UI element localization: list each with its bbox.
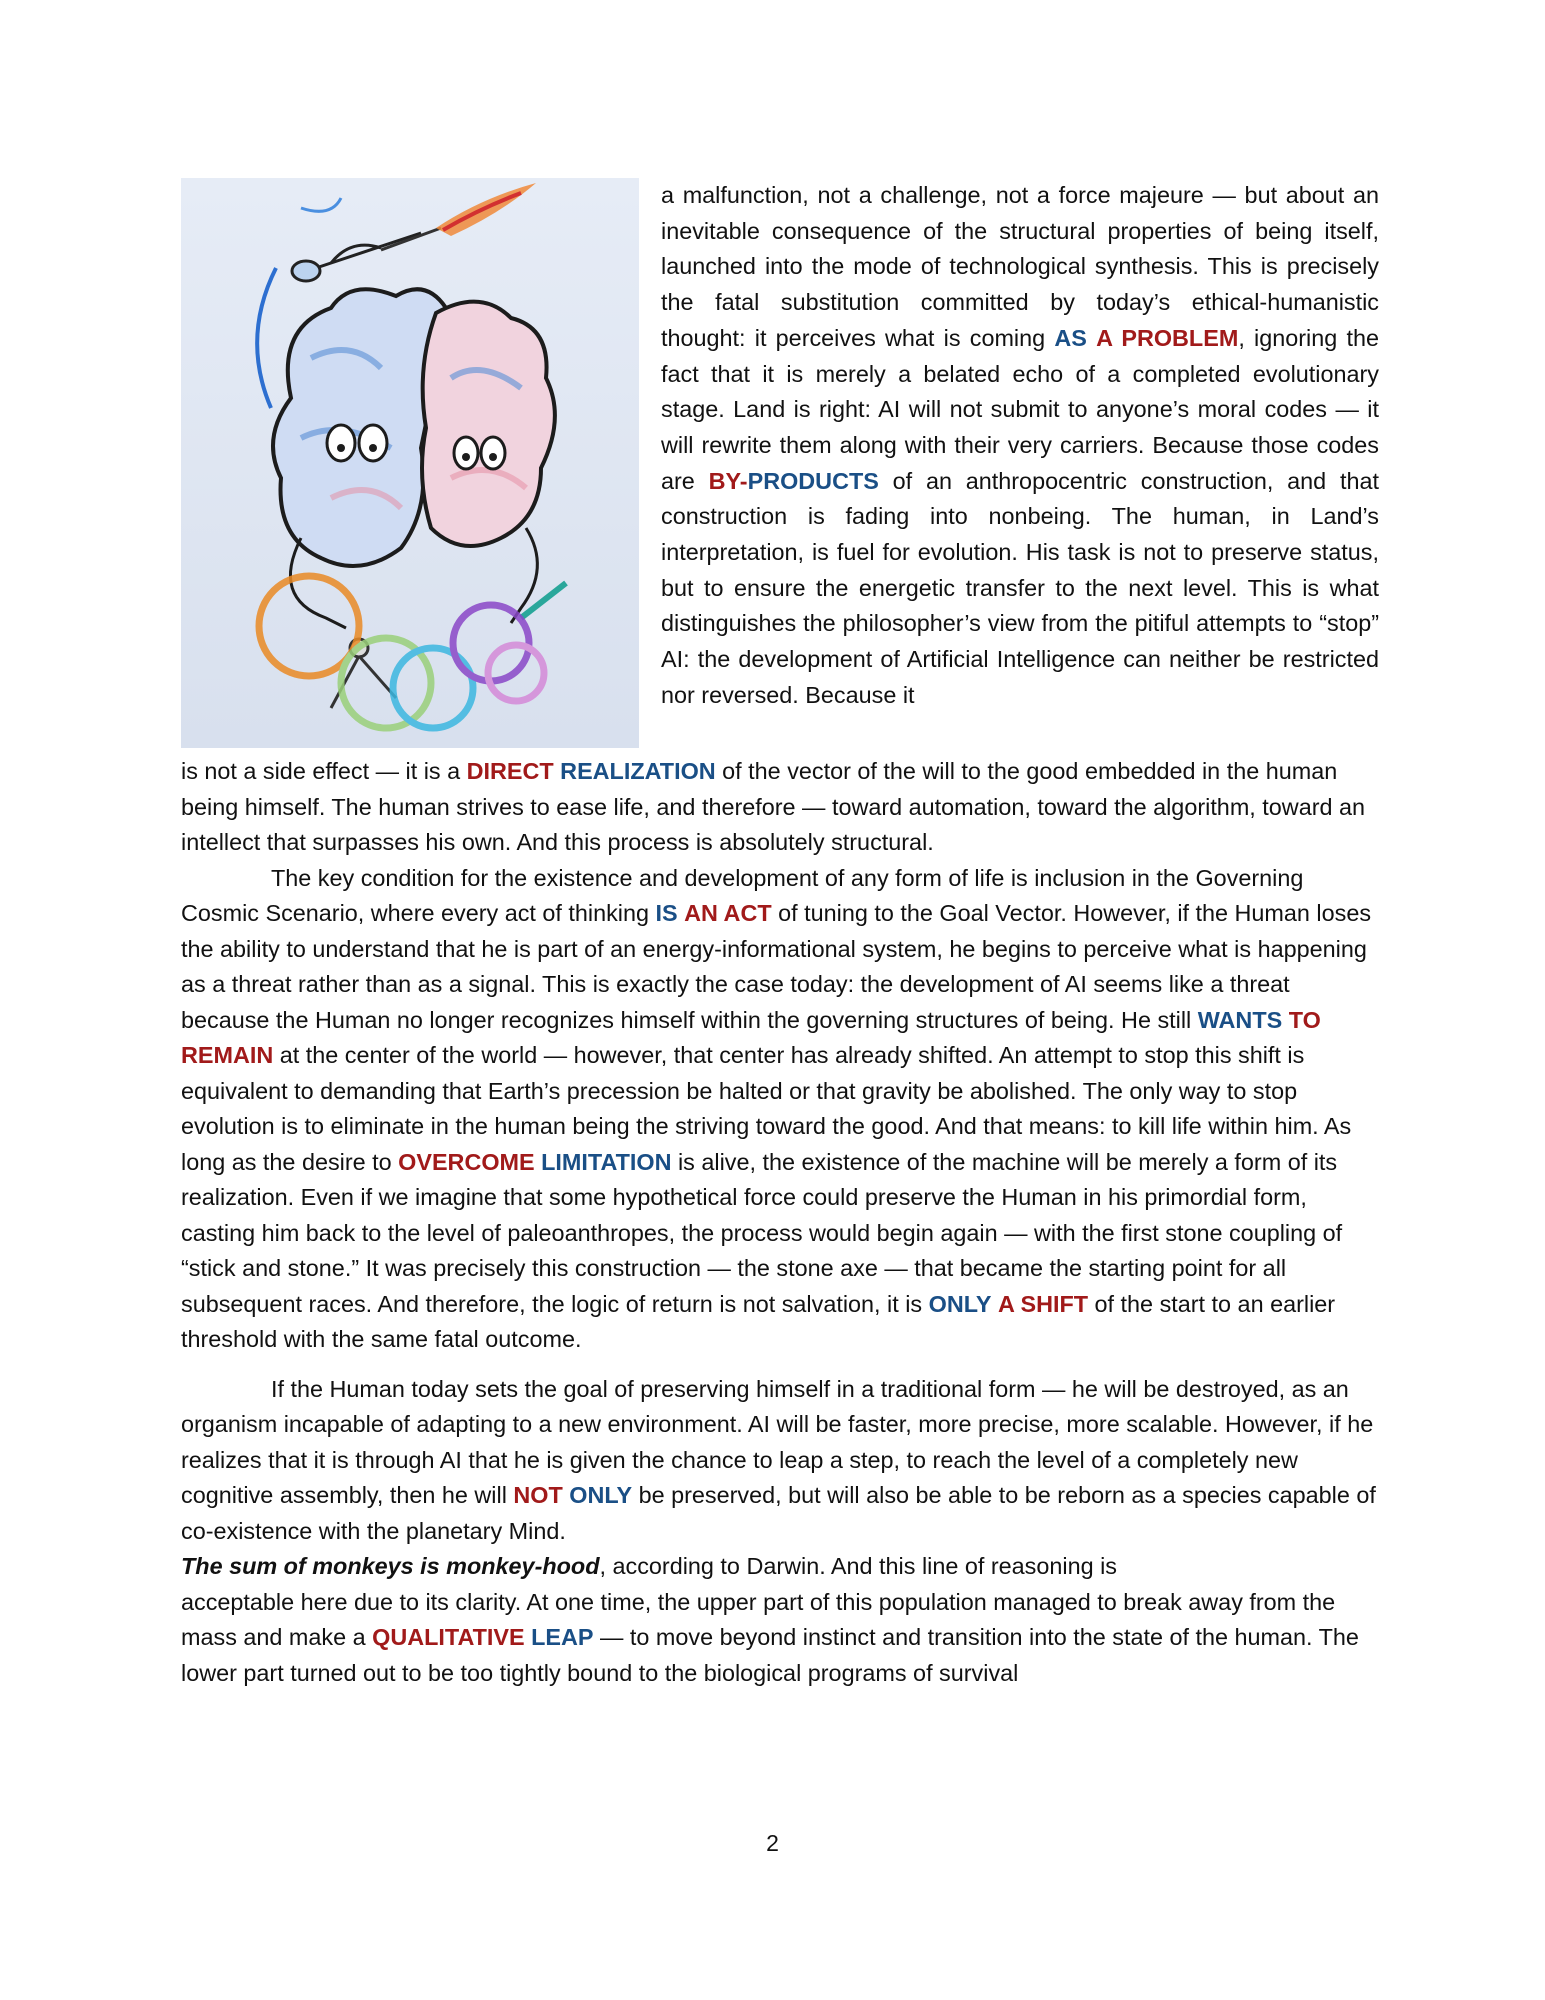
- keyword-blue: LEAP: [531, 1624, 594, 1650]
- keyword-blue: ONLY: [928, 1290, 992, 1317]
- keyword-blue: PRODUCTS: [747, 467, 879, 494]
- keyword-red: A SHIFT: [997, 1290, 1089, 1317]
- text-run: , ignoring the fact that it is merely a belated echo of a completed evolutionary stage. Land is right: AI will not submit to anyone’s moral codes — it will rewrite them along with their very carriers. Because those codes are: [661, 324, 1379, 494]
- text-run: The key condition for the existence and development of any form of life is inclusion in the Governing Cosmic Scenario, where every act of thinking: [181, 864, 1304, 926]
- keyword-blue: ONLY: [569, 1482, 633, 1508]
- keyword-red: BY-: [708, 467, 748, 494]
- text-run: , according to Darwin. And this line of reasoning is: [599, 1553, 1117, 1579]
- keyword-blue: LIMITATION: [541, 1148, 672, 1175]
- text-run: is alive, the existence of the machine will be merely a form of its realization. Even if we imagine that some hypothetical force could preserve the Human in his primordial form, casting him back to the level of paleoanthropes, the process would begin again — with the first stone coupling of “stick and stone.” It was precisely this construction — the stone axe — that became the starting point for all subsequent races. And therefore, the logic of return is not salvation, it is: [181, 1148, 1343, 1317]
- paragraph-3: [181, 1372, 1379, 1550]
- page-number: 2: [766, 1830, 779, 1856]
- text-run: of the vector of the will to the good embedded in the human being himself. The human strives to ease life, and therefore — toward automation, toward the algorithm, toward an intellect that surpasses his own. And this process is absolutely structural.: [181, 758, 1366, 855]
- illustration: [181, 178, 639, 748]
- bold-italic-lead: The sum of monkeys is monkey-hood: [181, 1553, 600, 1579]
- keyword-red: NOT: [513, 1482, 563, 1508]
- text-run: a malfunction, not a challenge, not a force majeure — but about an inevitable consequence of the structural properties of being itself, launched into the mode of technological synthesis. This is precisely the fatal substitution committed by today’s ethical-humanistic thought: it perceives what is coming: [661, 182, 1379, 351]
- keyword-red: QUALITATIVE: [372, 1624, 525, 1650]
- keyword-blue: IS: [655, 900, 678, 926]
- text-run: at the center of the world — however, that center has already shifted. An attempt to stop this shift is equivalent to demanding that Earth’s precession be halted or that gravity be abolished. The only way to stop evolution is to eliminate in the human being the striving toward the good. And that means: to kill life within him. As long as the desire to: [181, 1042, 1352, 1175]
- text-run: If the Human today sets the goal of preserving himself in a traditional form — he will be destroyed, as an organism incapable of adapting to a new environment. AI will be faster, more precise, more scalable. However, if he realizes that it is through AI that he is given the chance to leap a step, to reach the level of a completely new cognitive assembly, then he will: [181, 1375, 1374, 1508]
- text-run: of an anthropocentric construction, and that construction is fading into nonbeing. The human, in Land’s interpretation, is fuel for evolution. His task is not to preserve status, but to ensure the energetic transfer to the next level. This is what distinguishes the philosopher’s view from the pitiful attempts to “stop” AI: the development of Artificial Intelligence can neither be restricted nor reversed. Because it: [661, 467, 1379, 708]
- text-run: is not a side effect — it is a: [181, 758, 467, 784]
- text-run: of the start to an earlier threshold with the same fatal outcome.: [181, 1290, 1336, 1352]
- keyword-red: OVERCOME: [398, 1148, 535, 1175]
- keyword-red: AN ACT: [684, 900, 772, 926]
- text-run: acceptable here due to its clarity. At one time, the upper part of this population managed to break away from the mass and make a: [181, 1588, 1336, 1650]
- keyword-red: A PROBLEM: [1096, 324, 1239, 351]
- keyword-blue: AS: [1054, 324, 1087, 351]
- paragraph-1-continued: [181, 754, 1379, 861]
- keyword-blue: WANTS: [1197, 1006, 1283, 1033]
- paragraph-4: [181, 1549, 1379, 1691]
- brain-illustration-image: [181, 178, 639, 748]
- paragraph-2: [181, 861, 1379, 1358]
- text-run: of tuning to the Goal Vector. However, if the Human loses the ability to understand that he is part of an energy-informational system, he begins to perceive what is happening as a threat rather than as a signal. This is exactly the case today: the development of AI seems like a threat because the Human no longer recognizes himself within the governing structures of being. He still: [181, 900, 1372, 1033]
- text-run: be preserved, but will also be able to be reborn as a species capable of co-existence with the planetary Mind.: [181, 1482, 1376, 1544]
- keyword-red: DIRECT: [466, 758, 554, 784]
- text-run: — to move beyond instinct and transition into the state of the human. The lower part turned out to be too tightly bound to the biological programs of survival: [181, 1624, 1359, 1686]
- keyword-red: TO REMAIN: [181, 1006, 1321, 1068]
- keyword-blue: REALIZATION: [560, 758, 716, 784]
- page-content: [181, 178, 1379, 1691]
